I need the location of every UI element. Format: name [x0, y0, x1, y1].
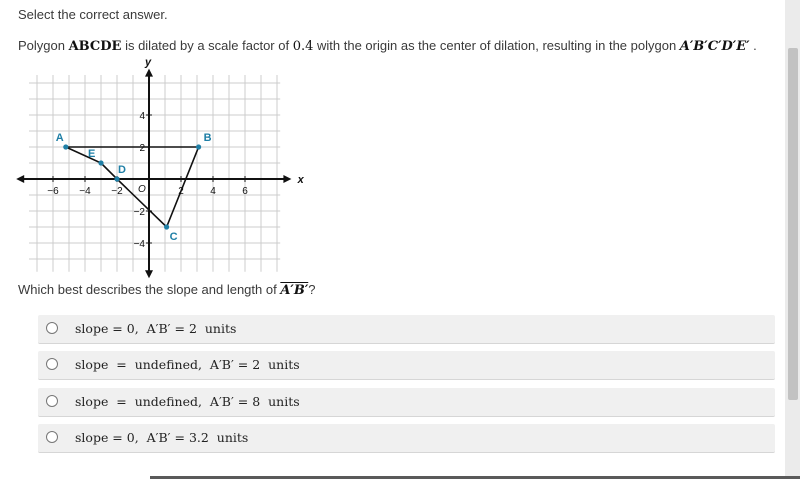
choice-label: slope = 0, A′B′ = 2 units — [75, 321, 237, 336]
origin-label: O — [138, 184, 146, 195]
question-post: with the origin as the center of dilation, resulting in the polygon — [313, 38, 680, 53]
sub-question-pre: Which best describes the slope and length of — [18, 282, 281, 297]
y-axis-arrow — [145, 69, 153, 77]
choice-label: slope = undefined, A′B′ = 2 units — [75, 357, 300, 372]
y-axis-arrow-down — [145, 270, 153, 278]
y-tick-label: 2 — [139, 143, 145, 154]
radio-button[interactable] — [46, 322, 58, 334]
sub-question-text — [18, 282, 316, 298]
y-axis-label: y — [145, 56, 152, 69]
vertical-scrollbar[interactable] — [785, 0, 800, 479]
sub-question-post: ? — [308, 282, 316, 297]
x-tick-label: 4 — [210, 186, 216, 197]
y-tick-label: −4 — [133, 239, 145, 250]
segment-name: A′B′ — [280, 283, 309, 298]
vertex-label-d: D — [118, 164, 126, 176]
vertex-point-e — [98, 160, 103, 165]
dilated-polygon-name: A′B′C′D′E′ — [679, 39, 750, 54]
radio-button[interactable] — [46, 395, 58, 407]
polygon-name: ABCDE — [68, 39, 122, 54]
answer-choice-4[interactable] — [38, 424, 775, 453]
radio-button[interactable] — [46, 358, 58, 370]
question-mid: is dilated by a scale factor of — [121, 38, 293, 53]
instruction-text: Select the correct answer. — [18, 7, 168, 22]
question-text — [18, 38, 757, 54]
scrollbar-thumb[interactable] — [788, 48, 798, 400]
x-axis-arrow — [283, 175, 291, 183]
choice-label: slope = undefined, A′B′ = 8 units — [75, 394, 300, 409]
vertex-label-b: B — [203, 132, 212, 144]
question-pre: Polygon — [18, 38, 69, 53]
choice-label: slope = 0, A′B′ = 3.2 units — [75, 430, 249, 445]
x-axis-label: x — [297, 174, 304, 186]
x-tick-label: −2 — [111, 186, 123, 197]
vertex-point-a — [63, 144, 68, 149]
answer-choice-1[interactable] — [38, 315, 775, 344]
coordinate-graph — [18, 56, 304, 276]
vertex-point-c — [164, 224, 169, 229]
x-tick-label: 2 — [178, 186, 184, 197]
x-tick-label: −4 — [79, 186, 91, 197]
x-axis-arrow-left — [16, 175, 24, 183]
x-tick-label: 6 — [242, 186, 248, 197]
radio-button[interactable] — [46, 431, 58, 443]
vertex-label-e: E — [88, 148, 96, 160]
vertex-label-a: A — [55, 132, 64, 144]
y-tick-label: 4 — [139, 111, 145, 122]
vertex-label-c: C — [169, 231, 178, 243]
vertex-point-d — [114, 176, 119, 181]
scale-factor: 0.4 — [292, 39, 314, 54]
question-end: . — [749, 38, 757, 53]
x-tick-label: −6 — [47, 186, 59, 197]
answer-choice-2[interactable] — [38, 351, 775, 380]
answer-choice-3[interactable] — [38, 388, 775, 417]
vertex-point-b — [196, 144, 201, 149]
y-tick-label: −2 — [133, 207, 145, 218]
